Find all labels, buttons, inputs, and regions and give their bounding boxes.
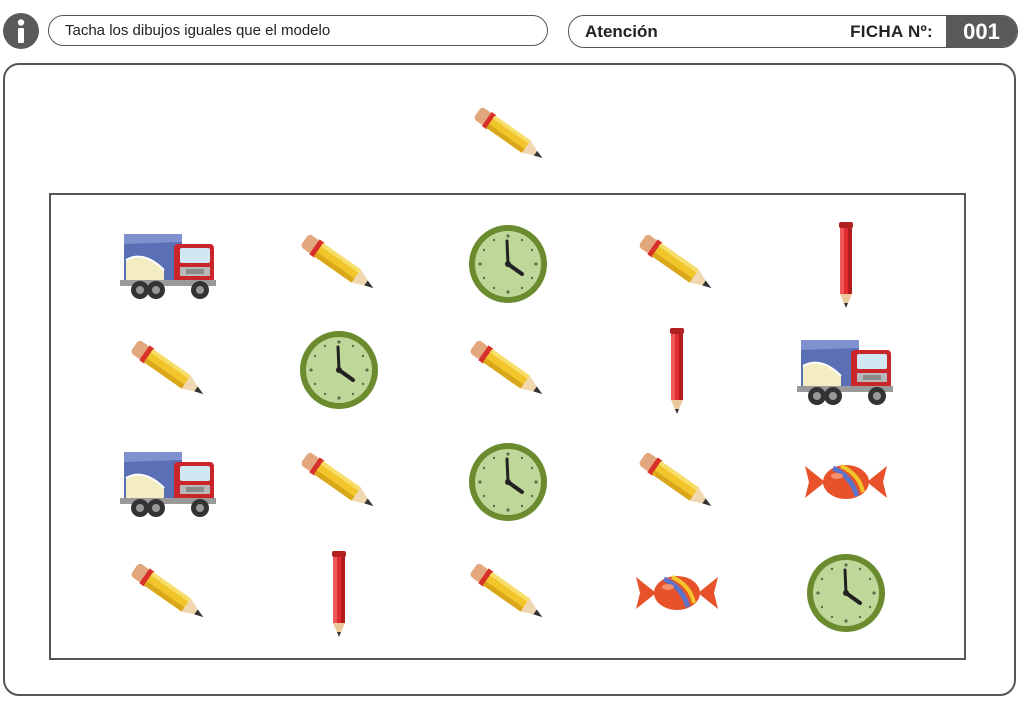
info-icon	[3, 13, 39, 49]
instruction-text: Tacha los dibujos iguales que el modelo	[65, 22, 331, 39]
grid-drawing[interactable]	[284, 214, 394, 314]
grid-drawing[interactable]	[453, 432, 563, 532]
pencil-diagonal-icon	[453, 543, 563, 643]
truck-icon	[114, 214, 224, 314]
grid-drawing[interactable]	[114, 214, 224, 314]
pencil-diagonal-icon	[114, 320, 224, 420]
grid-drawing[interactable]	[791, 320, 901, 420]
grid-drawing[interactable]	[284, 320, 394, 420]
pencil-diagonal-icon	[458, 88, 562, 183]
grid-drawing[interactable]	[453, 214, 563, 314]
grid-drawing[interactable]	[114, 320, 224, 420]
red-pencil-vertical-icon	[791, 214, 901, 314]
pencil-diagonal-icon	[622, 432, 732, 532]
candy-icon	[791, 432, 901, 532]
ficha-number: 001	[946, 16, 1017, 47]
clock-icon	[453, 214, 563, 314]
worksheet-header	[568, 15, 1018, 48]
grid-drawing[interactable]	[622, 432, 732, 532]
grid-drawing[interactable]	[453, 320, 563, 420]
truck-icon	[791, 320, 901, 420]
grid-drawing[interactable]	[114, 432, 224, 532]
grid-drawing[interactable]	[791, 432, 901, 532]
grid-drawing[interactable]	[622, 543, 732, 643]
red-pencil-vertical-icon	[622, 320, 732, 420]
grid-drawing[interactable]	[791, 543, 901, 643]
grid-drawing[interactable]	[791, 214, 901, 314]
clock-icon	[453, 432, 563, 532]
pencil-diagonal-icon	[622, 214, 732, 314]
instruction-box	[48, 15, 548, 46]
pencil-diagonal-icon	[284, 214, 394, 314]
grid-drawing[interactable]	[622, 214, 732, 314]
ficha-label: FICHA Nº:	[850, 22, 933, 41]
pencil-diagonal-icon	[284, 432, 394, 532]
grid-drawing[interactable]	[284, 432, 394, 532]
candy-icon	[622, 543, 732, 643]
truck-icon	[114, 432, 224, 532]
grid-drawing[interactable]	[114, 543, 224, 643]
pencil-diagonal-icon	[453, 320, 563, 420]
clock-icon	[284, 320, 394, 420]
grid-drawing[interactable]	[284, 543, 394, 643]
clock-icon	[791, 543, 901, 643]
grid-drawing[interactable]	[622, 320, 732, 420]
grid-drawing[interactable]	[453, 543, 563, 643]
red-pencil-vertical-icon	[284, 543, 394, 643]
model-drawing	[458, 88, 562, 184]
pencil-diagonal-icon	[114, 543, 224, 643]
category-label: Atención	[585, 22, 658, 41]
